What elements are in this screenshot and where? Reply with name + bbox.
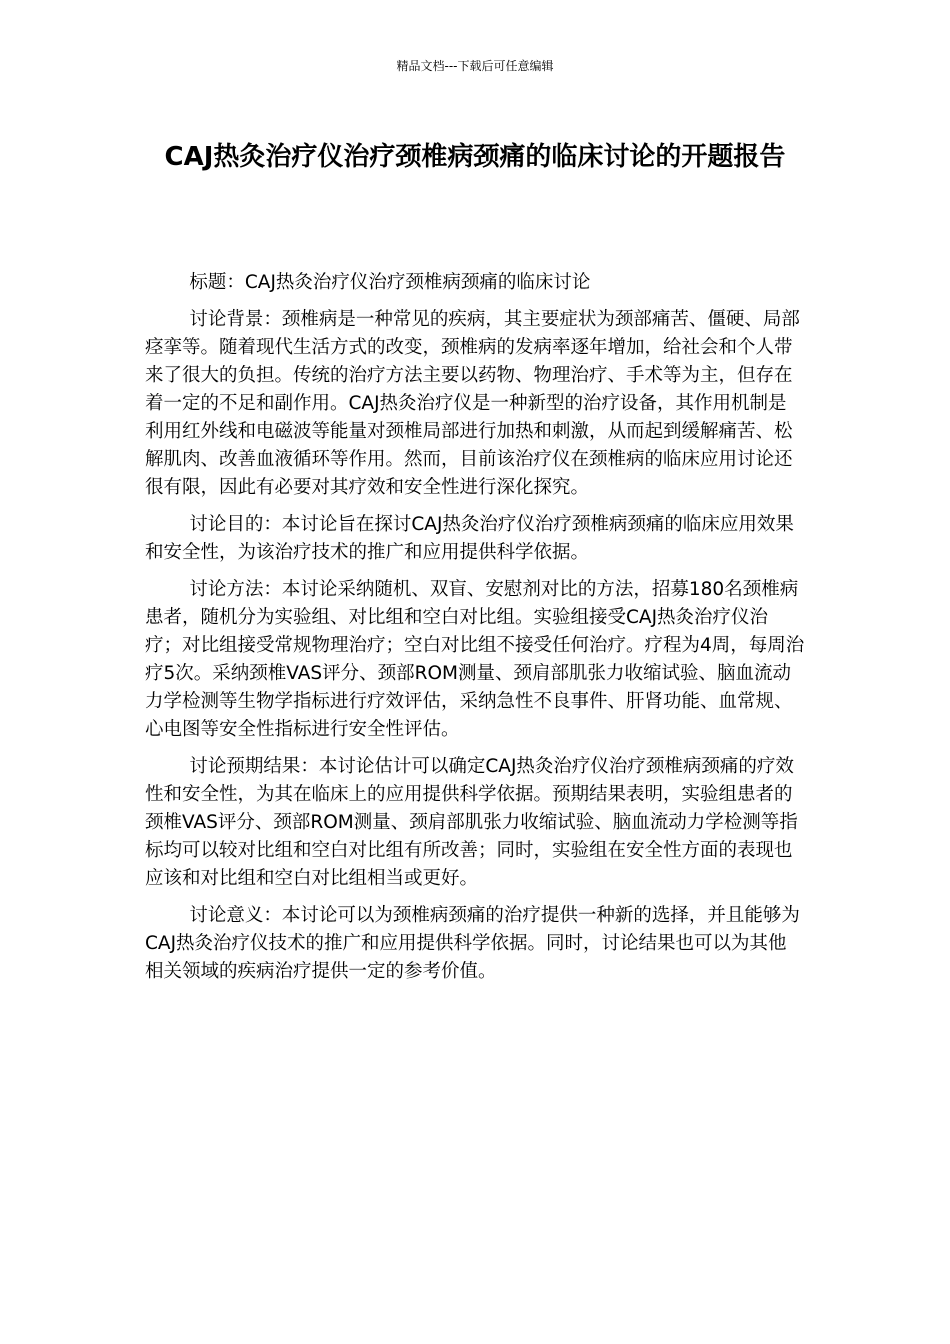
document-body bbox=[145, 269, 805, 995]
paragraph-significance: 讨论意义：本讨论可以为颈椎病颈痛的治疗提供一种新的选择，并且能够为CAJ热灸治疗仪技术的推广和应用提供科学依据。同时，讨论结果也可以为其他相关领域的疾病治疗提供一定的参考价值。 bbox=[145, 905, 800, 982]
document-title: CAJ热灸治疗仪治疗颈椎病颈痛的临床讨论的开题报告 bbox=[164, 142, 786, 172]
paragraph-expected-results: 讨论预期结果：本讨论估计可以确定CAJ热灸治疗仪治疗颈椎病颈痛的疗效性和安全性，为其在临床上的应用提供科学依据。预期结果表明，实验组患者的颈椎VAS评分、颈部ROM测量、颈肩部肌张力收缩试验、脑血流动力学检测等指标均可以较对比组和空白对比组有所改善；同时，实验组在安全性方面的表现也应该和对比组和空白对比组相当或更好。 bbox=[145, 756, 798, 889]
paragraph-method: 讨论方法：本讨论采纳随机、双盲、安慰剂对比的方法，招募180名颈椎病患者，随机分为实验组、对比组和空白对比组。实验组接受CAJ热灸治疗仪治疗；对比组接受常规物理治疗；空白对比组不接受任何治疗。疗程为4周，每周治疗5次。采纳颈椎VAS评分、颈部ROM测量、颈肩部肌张力收缩试验、脑血流动力学检测等生物学指标进行疗效评估，采纳急性不良事件、肝肾功能、血常规、心电图等安全性指标进行安全性评估。 bbox=[145, 579, 805, 740]
header-note: 精品文档---下载后可任意编辑 bbox=[396, 59, 554, 73]
paragraph-background: 讨论背景：颈椎病是一种常见的疾病，其主要症状为颈部痛苦、僵硬、局部痉挛等。随着现代生活方式的改变，颈椎病的发病率逐年增加，给社会和个人带来了很大的负担。传统的治疗方法主要以药物、物理治疗、手术等为主，但存在着一定的不足和副作用。CAJ热灸治疗仪是一种新型的治疗设备，其作用机制是利用红外线和电磁波等能量对颈椎局部进行加热和刺激，从而起到缓解痛苦、松解肌肉、改善血液循环等作用。然而，目前该治疗仪在颈椎病的临床应用讨论还很有限，因此有必要对其疗效和安全性进行深化探究。 bbox=[145, 309, 800, 498]
paragraph-objective: 讨论目的：本讨论旨在探讨CAJ热灸治疗仪治疗颈椎病颈痛的临床应用效果和安全性，为该治疗技术的推广和应用提供科学依据。 bbox=[145, 514, 794, 563]
paragraph-title-line: 标题：CAJ热灸治疗仪治疗颈椎病颈痛的临床讨论 bbox=[189, 272, 591, 293]
